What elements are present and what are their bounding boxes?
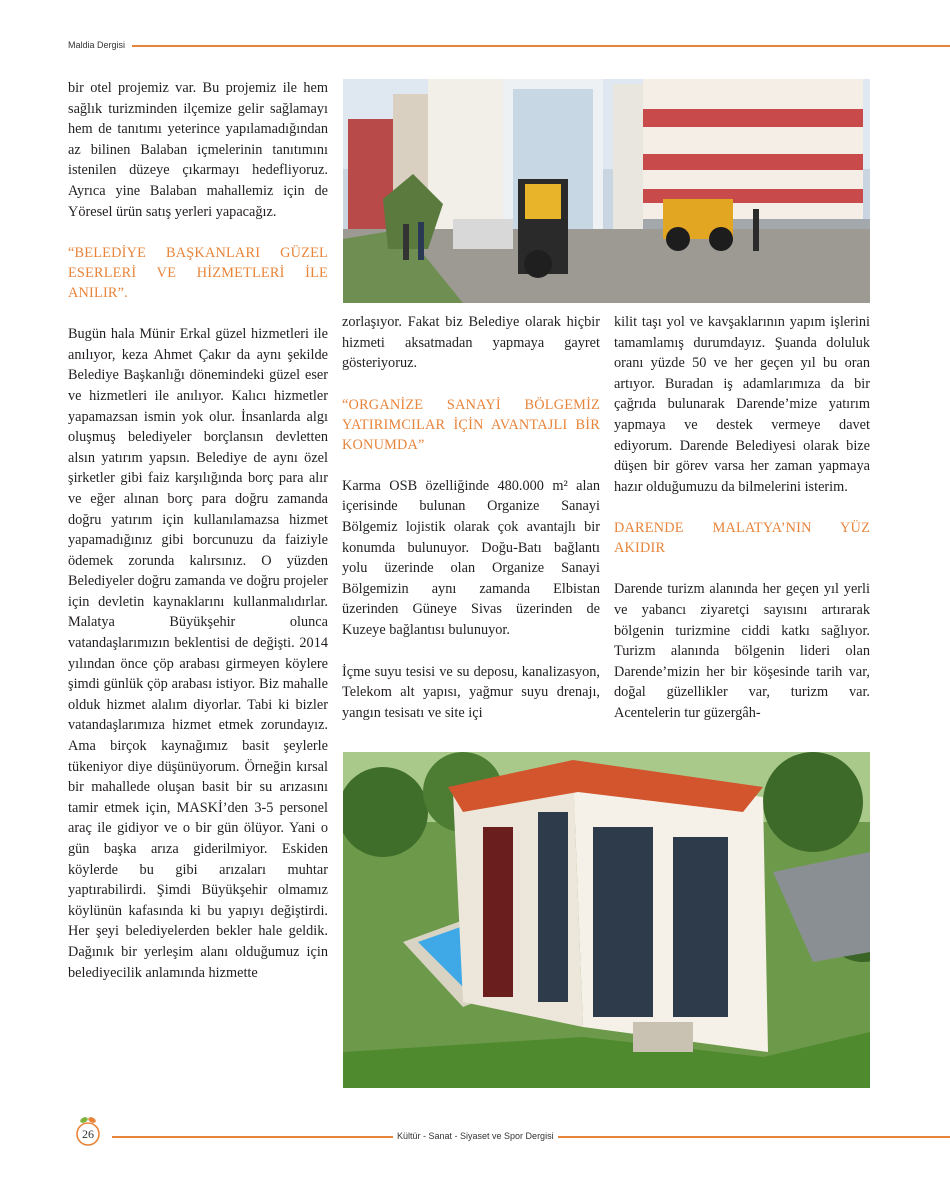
road-construction-photo (343, 79, 870, 303)
header-rule (132, 45, 950, 47)
column-3 (614, 312, 870, 724)
column-1 (68, 78, 328, 983)
column-2 (342, 312, 600, 723)
section-heading: DARENDE MALATYA’NIN YÜZ AKIDIR (614, 520, 870, 557)
road-construction-illustration (343, 79, 870, 303)
hotel-rendering-photo (343, 752, 870, 1088)
footer-tagline: Kültür - Sanat - Siyaset ve Spor Dergisi (393, 1131, 558, 1141)
paragraph: bir otel projemiz var. Bu projemiz ile hem sağlık turizminden ilçemize gelir sağlamayı hem de tanıtımı yeterince yapılamadığından az bilinen Balaban içmelerinin tanıtımını istenilen düzeye çıkarmayı hedefliyoruz. Ayrıca yine Balaban mahallemiz için de Yöresel ürün satış yerleri yapacağız. (68, 80, 328, 220)
section-heading: “BELEDİYE BAŞKANLARI GÜZEL ESERLERİ VE HİZMETLERİ İLE ANILIR”. (68, 245, 328, 302)
magazine-name: Maldia Dergisi (68, 40, 126, 50)
paragraph: Darende turizm alanında her geçen yıl yerli ve yabancı ziyaretçi sayısını artırarak bölgenin turizmine ciddi katkı sağlıyor. Turizm alanında bölgenin lideri olan Darende’mizin her bir köşesinde tarih var, doğal güzellikler var, turizm var. Acentelerin tur güzergâh- (614, 581, 870, 721)
hotel-rendering-illustration (343, 752, 870, 1088)
paragraph: İçme suyu tesisi ve su deposu, kanalizasyon, Telekom alt yapısı, yağmur suyu drenajı, yangın tesisatı ve site içi (342, 663, 600, 721)
section-heading: “ORGANİZE SANAYİ BÖLGEMİZ YATIRIMCILAR İÇİN AVANTAJLI BİR KONUMDA” (342, 396, 600, 453)
paragraph: kilit taşı yol ve kavşaklarının yapım işlerini tamamlamış durumdayız. Şuanda doluluk oranı yüzde 50 ve her geçen yıl bu oran artıyor. Buradan iş adamlarımıza da bir çağrıda bulunarak Darende’mize yatırım yapmaya ve destek vermeye davet ediyorum. Darende Belediyesi olarak bize düşen bir görev varsa her zaman yapmaya hazır olduğumuzu da bilmelerini isterim. (614, 314, 870, 495)
paragraph: Bugün hala Münir Erkal güzel hizmetleri ile anılıyor, keza Ahmet Çakır da aynı şekilde Belediye Başkanlığı dönemindeki güzel eser ve hizmetleri ile anılıyor. Kalıcı hizmetler yapamazsan ismin yok olur. İnsanlarda algı oluşmuş belediyeler borçlansın devletten alsın yatırım yapsın. Belediye de aynı özel şirketler gibi faiz karşılığında borç para alır ve eğer alınan borç para doğru zamanda doğru yatırım için kullanılamazsa hizmet yapamadığınız gibi borcunuzu da faiziyle ödemek zorunda kalırsınız. O yüzden Belediyeler doğru zamanda ve doğru projeler için devletin kaynaklarını kullanmalıdırlar. Malatya Büyükşehir olunca vatandaşlarımızın beklentisi de değişti. 2014 yılından önce çöp arabası girmeyen köylere şimdi günlük çöp arabası istiyor. Biz mahalle olduk hizmet alalım diyorlar. Tabi ki bizler vatandaşlarımıza hizmet etmek zorundayız. Ama birçok kaynağımız basit şeylerle tükeniyor diye düşünüyorum. Örneğin kırsal bir mahallede oluşan basit bir su arızasını tamir etmek için, MASKİ’den 3-5 personel araç ile gidiyor ve o bir gün ölüyor. Yani o gün başka arıza giderilmiyor. Eskiden köylerde bu gibi arızaları muhtar yaptırabilirdi. Şimdi Büyükşehir olmamız köylünün kafasında ki bu yapıyı değiştirdi. Her şeyi belediyelerden bekler hale geldik. Dağınık bir yerleşim alanı olduğumuz için belediyecilik anlamında hizmette (68, 326, 328, 981)
page-number: 26 (82, 1127, 94, 1141)
paragraph: Karma OSB özelliğinde 480.000 m² alan içerisinde bulunan Organize Sanayi Bölgemiz lojistik olarak çok avantajlı bir konumda bulunuyor. Doğu-Batı bağlantı yolu üzerinde olan Organize Sanayi Bölgemizin aynı zamanda Elbistan üzerinden Güneye Sivas üzerinden de Kuzeye bağlantısı bulunuyor. (342, 477, 600, 638)
paragraph: zorlaşıyor. Fakat biz Belediye olarak hiçbir hizmeti aksatmadan yapmaya gayret gösteriyoruz. (342, 314, 600, 372)
